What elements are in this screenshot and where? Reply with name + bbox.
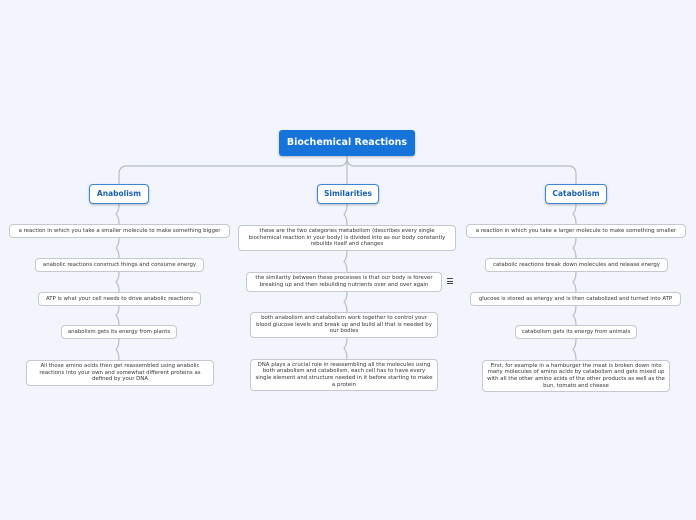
connector-catabolism-1 (573, 204, 576, 224)
catabolism-topic-4[interactable]: catabolism gets its energy from animals (515, 325, 637, 339)
anabolism-topic-4[interactable]: anabolism gets its energy from plants (61, 325, 177, 339)
connector-catabolism-2 (573, 238, 576, 258)
anabolism-topic-2[interactable]: anabolic reactions construct things and consume energy (35, 258, 204, 272)
similarities-topic-2[interactable]: the similarity between these processes is that our body is forever breaking up and then rebuilding nutrients over and over again (246, 272, 442, 292)
note-icon[interactable] (447, 278, 453, 284)
anabolism-topic-5[interactable]: All those amino acids then get reassembled using anabolic reactions into your own and somewhat different proteins as defined by your DNA (26, 360, 214, 386)
connector-anabolism-2 (116, 238, 119, 258)
root-topic[interactable]: Biochemical Reactions (279, 130, 415, 156)
branch-anabolism[interactable]: Anabolism (89, 184, 149, 204)
anabolism-topic-1[interactable]: a reaction in which you take a smaller molecule to make something bigger (9, 224, 230, 238)
connector-similarities-3 (344, 292, 347, 312)
connector-root-catabolism (347, 158, 576, 184)
connector-similarities-4 (344, 338, 347, 359)
similarities-topic-4[interactable]: DNA plays a crucial role in reassembling all the molecules using both anabolism and catabolism, each cell has to have every single element and structure needed in it before starting to make a protein (250, 359, 438, 391)
catabolism-topic-1[interactable]: a reaction in which you take a larger molecule to make something smaller (466, 224, 686, 238)
connector-catabolism-4 (573, 306, 576, 325)
connector-similarities-2 (344, 251, 347, 272)
similarities-topic-3[interactable]: both anabolism and catabolism work together to control your blood glucose levels and break up and build all that is needed by our bodies (250, 312, 438, 338)
connector-anabolism-5 (116, 339, 119, 360)
branch-similarities[interactable]: Similarities (317, 184, 379, 204)
connector-similarities-1 (344, 204, 347, 225)
anabolism-topic-3[interactable]: ATP is what your cell needs to drive anabolic reactions (38, 292, 201, 306)
similarities-topic-1[interactable]: these are the two categories metabolism (describes every single biochemical reaction in your body) is divided into as our body constantly rebuilds itself and changes (238, 225, 456, 251)
connector-anabolism-3 (116, 272, 119, 292)
connector-root-anabolism (119, 158, 347, 184)
catabolism-topic-2[interactable]: catabolic reactions break down molecules and release energy (485, 258, 668, 272)
connector-catabolism-3 (573, 272, 576, 292)
catabolism-topic-3[interactable]: glucose is stored as energy and is then catabolized and turned into ATP (470, 292, 681, 306)
connector-anabolism-4 (116, 306, 119, 325)
connector-anabolism-1 (116, 204, 119, 224)
catabolism-topic-5[interactable]: First, for example in a hamburger the meat is broken down into many molecules of amino acids by catabolism and gets mixed up with all the other amino acids of the other products as well as the bun, tomato and cheese (482, 360, 670, 392)
branch-catabolism[interactable]: Catabolism (545, 184, 607, 204)
connector-catabolism-5 (573, 339, 576, 360)
